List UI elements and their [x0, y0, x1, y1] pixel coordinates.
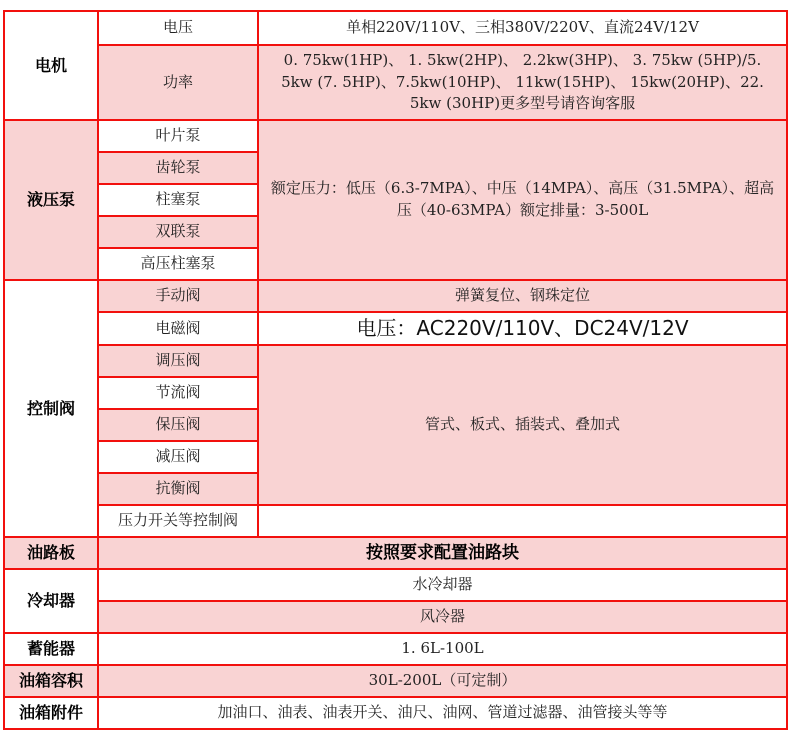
pump-item-double-cell: 双联泵	[99, 217, 257, 247]
valve-manual-value-cell: 弹簧复位、钢珠定位	[259, 281, 786, 311]
valve-item-solenoid-cell: 电磁阀	[99, 313, 257, 344]
tank-capacity-category-cell: 油箱容积	[5, 666, 97, 696]
power-value-cell: 0. 75kw(1HP)、 1. 5kw(2HP)、 2.2kw(3HP)、 3. 75kw (5HP)/5. 5kw (7. 5HP)、7.5kw(10HP)、 11kw(15HP)、 15kw(20HP)、22. 5kw (30HP)更多型号请咨询客服	[259, 46, 786, 119]
table-row	[5, 46, 786, 119]
table-row	[5, 121, 786, 151]
table-row	[5, 698, 786, 728]
valve-item-throttle-cell: 节流阀	[99, 378, 257, 408]
valve-types-value-cell: 管式、板式、插装式、叠加式	[259, 346, 786, 504]
table-row	[5, 602, 786, 632]
valve-item-reducing-cell: 减压阀	[99, 442, 257, 472]
valve-item-pressure-holding-cell: 保压阀	[99, 410, 257, 440]
tank-accessories-category-cell: 油箱附件	[5, 698, 97, 728]
tank-accessories-value-cell: 加油口、油表、油表开关、油尺、油网、管道过滤器、油管接头等等	[99, 698, 786, 728]
valve-item-manual-cell: 手动阀	[99, 281, 257, 311]
table-row	[5, 281, 786, 311]
motor-category-cell: 电机	[5, 12, 97, 119]
cooler-category-cell: 冷却器	[5, 570, 97, 632]
accumulator-value-cell: 1. 6L-100L	[99, 634, 786, 664]
pump-spec-value-cell: 额定压力：低压（6.3-7MPA）、中压（14MPA）、高压（31.5MPA）、超高压（40-63MPA）额定排量：3-500L	[259, 121, 786, 279]
valve-category-cell: 控制阀	[5, 281, 97, 536]
accumulator-category-cell: 蓄能器	[5, 634, 97, 664]
cooler-air-cell: 风冷器	[99, 602, 786, 632]
table-row	[5, 12, 786, 44]
pump-item-gear-cell: 齿轮泵	[99, 153, 257, 183]
table-row	[5, 346, 786, 376]
table-row	[5, 570, 786, 600]
table-row	[5, 538, 786, 568]
pump-item-hp-piston-cell: 高压柱塞泵	[99, 249, 257, 279]
table-row	[5, 506, 786, 536]
pump-item-piston-cell: 柱塞泵	[99, 185, 257, 215]
table-row	[5, 634, 786, 664]
voltage-label-cell: 电压	[99, 12, 257, 44]
power-label-cell: 功率	[99, 46, 257, 119]
valve-solenoid-value-cell: 电压：AC220V/110V、DC24V/12V	[259, 313, 786, 344]
pump-category-cell: 液压泵	[5, 121, 97, 279]
table-row	[5, 666, 786, 696]
valve-item-counterbalance-cell: 抗衡阀	[99, 474, 257, 504]
valve-item-pressure-switch-cell: 压力开关等控制阀	[99, 506, 257, 536]
valve-item-regulating-cell: 调压阀	[99, 346, 257, 376]
manifold-value-cell: 按照要求配置油路块	[99, 538, 786, 568]
valve-pressure-switch-value-cell	[259, 506, 786, 536]
tank-capacity-value-cell: 30L-200L（可定制）	[99, 666, 786, 696]
manifold-category-cell: 油路板	[5, 538, 97, 568]
cooler-water-cell: 水冷却器	[99, 570, 786, 600]
spec-table	[3, 10, 788, 730]
pump-item-vane-cell: 叶片泵	[99, 121, 257, 151]
table-row	[5, 313, 786, 344]
voltage-value-cell: 单相220V/110V、三相380V/220V、直流24V/12V	[259, 12, 786, 44]
